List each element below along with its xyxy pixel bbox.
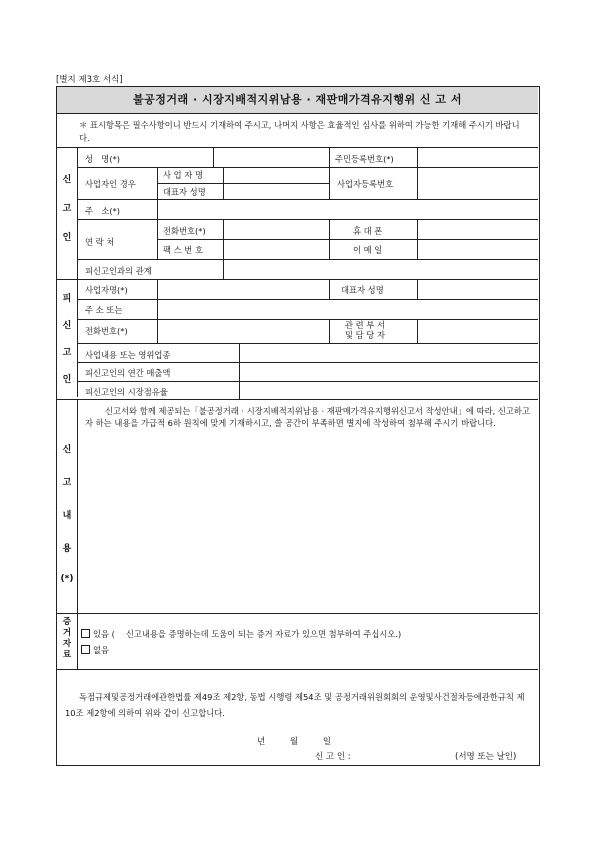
- market-share-label: 피신고인의 시장점유율: [85, 387, 168, 397]
- business-name-label: 사 업 자 명: [163, 170, 203, 180]
- name-label: 성 명(*): [85, 154, 120, 164]
- resp-dept-label: 관 련 부 서 및 담 당 자: [345, 320, 385, 340]
- resp-rep-name-label: 대표자 성명: [341, 285, 384, 295]
- evidence-yes-checkbox[interactable]: [81, 629, 90, 638]
- resp-phone-label: 전화번호(*): [85, 326, 128, 336]
- report-form: [56, 86, 540, 766]
- address-label: 주 소(*): [85, 206, 120, 216]
- business-reg-label: 사업자등록번호: [337, 179, 394, 189]
- form-title: 불공정거래 · 시장지배적지위남용 · 재판매가격유지행위 신 고 서: [57, 87, 538, 114]
- evidence-no-checkbox[interactable]: [81, 645, 90, 654]
- signer-label: 신 고 인 :: [315, 752, 351, 762]
- resident-no-label: 주민등록번호(*): [335, 154, 394, 164]
- reporter-section-label: 신 고 인: [62, 175, 72, 243]
- evidence-no-option[interactable]: [81, 644, 109, 656]
- divider: [57, 147, 538, 148]
- content-section-label: 신 고 내 용 (*): [60, 445, 74, 584]
- resp-address-label: 주 소 또는: [85, 305, 123, 315]
- respondent-section-label: 피 신 고 인: [62, 294, 72, 385]
- email-label: 이 메 일: [353, 245, 383, 255]
- divider: [77, 147, 78, 397]
- evidence-yes-label: 있음 ( 신고내용을 증명하는데 도움이 되는 증거 자료가 있으면 첨부하여 주십시오.): [93, 629, 402, 639]
- required-notice: ＊ 표시항목은 필수사항이니 반드시 기재하여 주시고, 나머지 사항은 효율적인 심사를 위하여 가능한 기재해 주시기 바랍니다.: [79, 120, 520, 143]
- sales-label: 피신고인의 연간 매출액: [85, 368, 171, 378]
- closing-statement: 독점규제및공정거래에관한법률 제49조 제2항, 동법 시행령 제54조 및 공정거래위원회회의 운영및사건절차등에관한규칙 제10조 제2항에 의하여 위와 같이 신고합니다.: [65, 692, 525, 718]
- business-case-label: 사업자인 경우: [85, 179, 136, 189]
- content-guide: 신고서와 함께 제공되는「불공정거래 · 시장지배적지위남용 · 재판매가격유지행위신고서 작성안내」에 따라, 신고하고자 하는 내용을 가급적 6하 원칙에 맞게 기재하시고, 쓸 공간이 부족하면 별지에 작성하여 첨부해 주시기 바랍니다.: [85, 406, 530, 428]
- contact-label: 연 락 처: [85, 237, 115, 247]
- form-number-label: [별지 제3호 서식]: [56, 75, 123, 85]
- date-line: 년 월 일: [257, 737, 332, 747]
- relation-label: 피신고인과의 관계: [85, 266, 152, 276]
- fax-label: 팩 스 번 호: [163, 245, 203, 255]
- rep-name-label: 대표자 성명: [163, 187, 206, 197]
- evidence-yes-option[interactable]: [81, 628, 401, 640]
- phone-label: 전화번호(*): [163, 226, 206, 236]
- resp-business-name-label: 사업자명(*): [85, 285, 128, 295]
- evidence-section-label: 증 거 자 료: [62, 617, 72, 660]
- evidence-no-label: 없음: [93, 645, 110, 655]
- business-type-label: 사업내용 또는 영위업종: [85, 350, 171, 360]
- signature-note: (서명 또는 날인): [455, 752, 517, 762]
- mobile-label: 휴 대 폰: [353, 226, 383, 236]
